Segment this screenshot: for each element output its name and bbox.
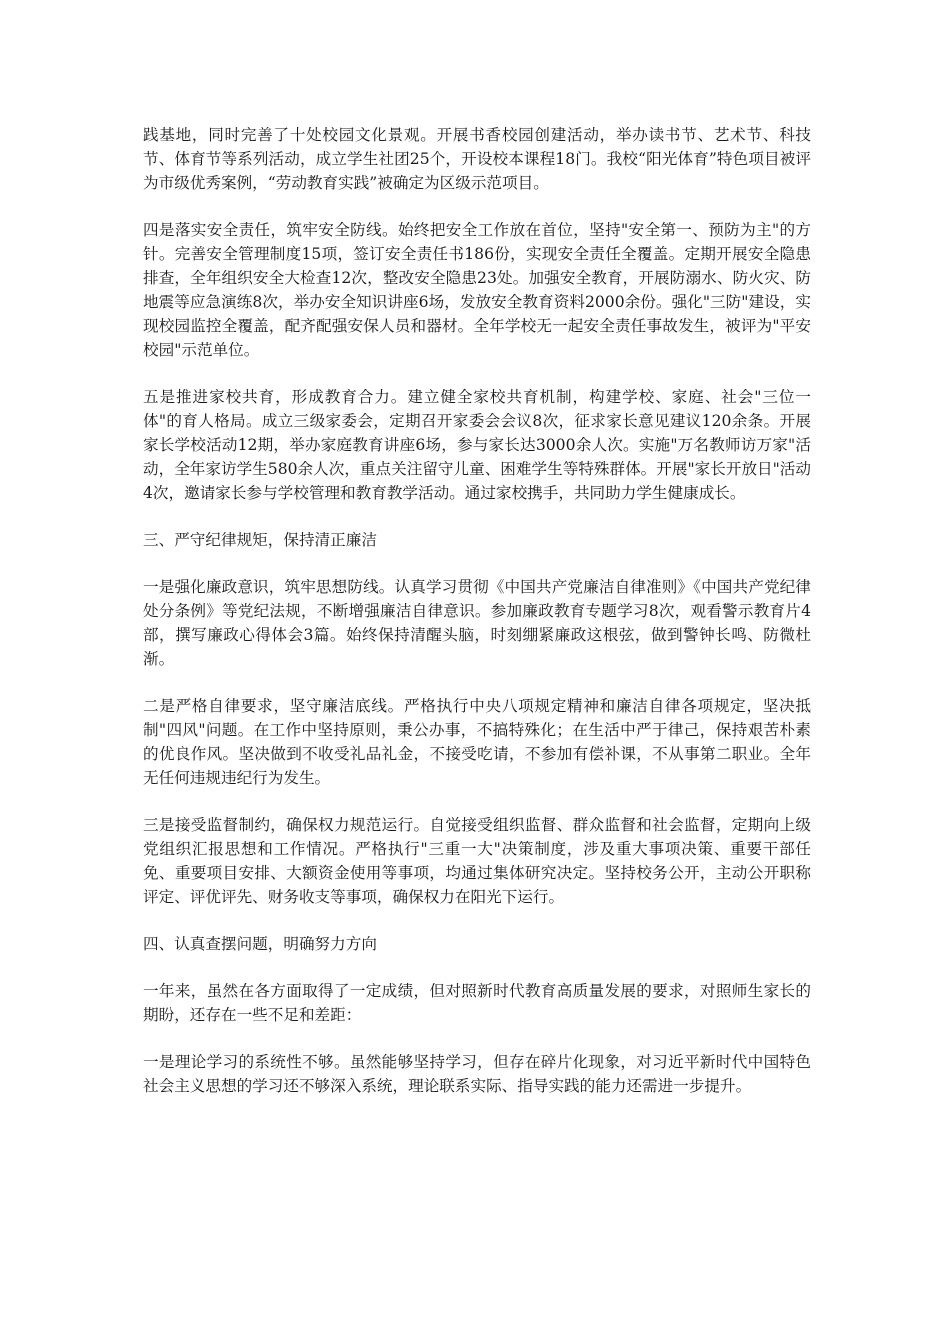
section-heading-problems: 四、认真查摆问题，明确努力方向 <box>143 935 377 953</box>
paragraph-self-discipline: 二是严格自律要求，坚守廉洁底线。严格执行中央八项规定精神和廉洁自律各项规定，坚决抵制"四风"问题。在工作中坚持原则，秉公办事，不搞特殊化；在生活中严于律己，保持艰苦朴素的优良作风。坚决做到不收受礼品礼金，不接受吃请，不参加有偿补课，不从事第二职业。全年无任何违规违纪行为发生。 <box>143 697 811 787</box>
paragraph-supervision: 三是接受监督制约，确保权力规范运行。自觉接受组织监督、群众监督和社会监督，定期向上级党组织汇报思想和工作情况。严格执行"三重一大"决策制度，涉及重大事项决策、重要干部任免、重要项目安排、大额资金使用等事项，均通过集体研究决定。坚持校务公开，主动公开职称评定、评优评先、财务收支等事项，确保权力在阳光下运行。 <box>143 816 811 906</box>
paragraph-practice-base: 践基地，同时完善了十处校园文化景观。开展书香校园创建活动，举办读书节、艺术节、科技节、体育节等系列活动，成立学生社团25个，开设校本课程18门。我校“阳光体育”特色项目被评为市级优秀案例，“劳动教育实践”被确定为区级示范项目。 <box>143 126 811 192</box>
paragraph-theory-study: 一是理论学习的系统性不够。虽然能够坚持学习，但存在碎片化现象，对习近平新时代中国特色社会主义思想的学习还不够深入系统，理论联系实际、指导实践的能力还需进一步提升。 <box>143 1053 811 1095</box>
paragraph-shortcomings-intro: 一年来，虽然在各方面取得了一定成绩，但对照新时代教育高质量发展的要求，对照师生家长的期盼，还存在一些不足和差距： <box>143 982 811 1024</box>
paragraph-integrity-awareness: 一是强化廉政意识，筑牢思想防线。认真学习贯彻《中国共产党廉洁自律准则》《中国共产党纪律处分条例》等党纪法规，不断增强廉洁自律意识。参加廉政教育专题学习8次，观看警示教育片4部，撰写廉政心得体会3篇。始终保持清醒头脑，时刻绷紧廉政这根弦，做到警钟长鸣、防微杜渐。 <box>143 578 811 668</box>
document-body <box>143 123 811 1121</box>
section-heading-discipline: 三、严守纪律规矩，保持清正廉洁 <box>143 531 377 549</box>
paragraph-home-school-cooperation: 五是推进家校共育，形成教育合力。建立健全家校共育机制，构建学校、家庭、社会"三位一体"的育人格局。成立三级家委会，定期召开家委会会议8次，征求家长意见建议120余条。开展家长学校活动12期，举办家庭教育讲座6场，参与家长达3000余人次。实施"万名教师访万家"活动，全年家访学生580余人次，重点关注留守儿童、困难学生等特殊群体。开展"家长开放日"活动4次，邀请家长参与学校管理和教育教学活动。通过家校携手，共同助力学生健康成长。 <box>143 388 811 502</box>
paragraph-safety-responsibility: 四是落实安全责任，筑牢安全防线。始终把安全工作放在首位，坚持"安全第一、预防为主"的方针。完善安全管理制度15项，签订安全责任书186份，实现安全责任全覆盖。定期开展安全隐患排查，全年组织安全大检查12次，整改安全隐患23处。加强安全教育，开展防溺水、防火灾、防地震等应急演练8次，举办安全知识讲座6场，发放安全教育资料2000余份。强化"三防"建设，实现校园监控全覆盖，配齐配强安保人员和器材。全年学校无一起安全责任事故发生，被评为"平安校园"示范单位。 <box>143 221 811 359</box>
